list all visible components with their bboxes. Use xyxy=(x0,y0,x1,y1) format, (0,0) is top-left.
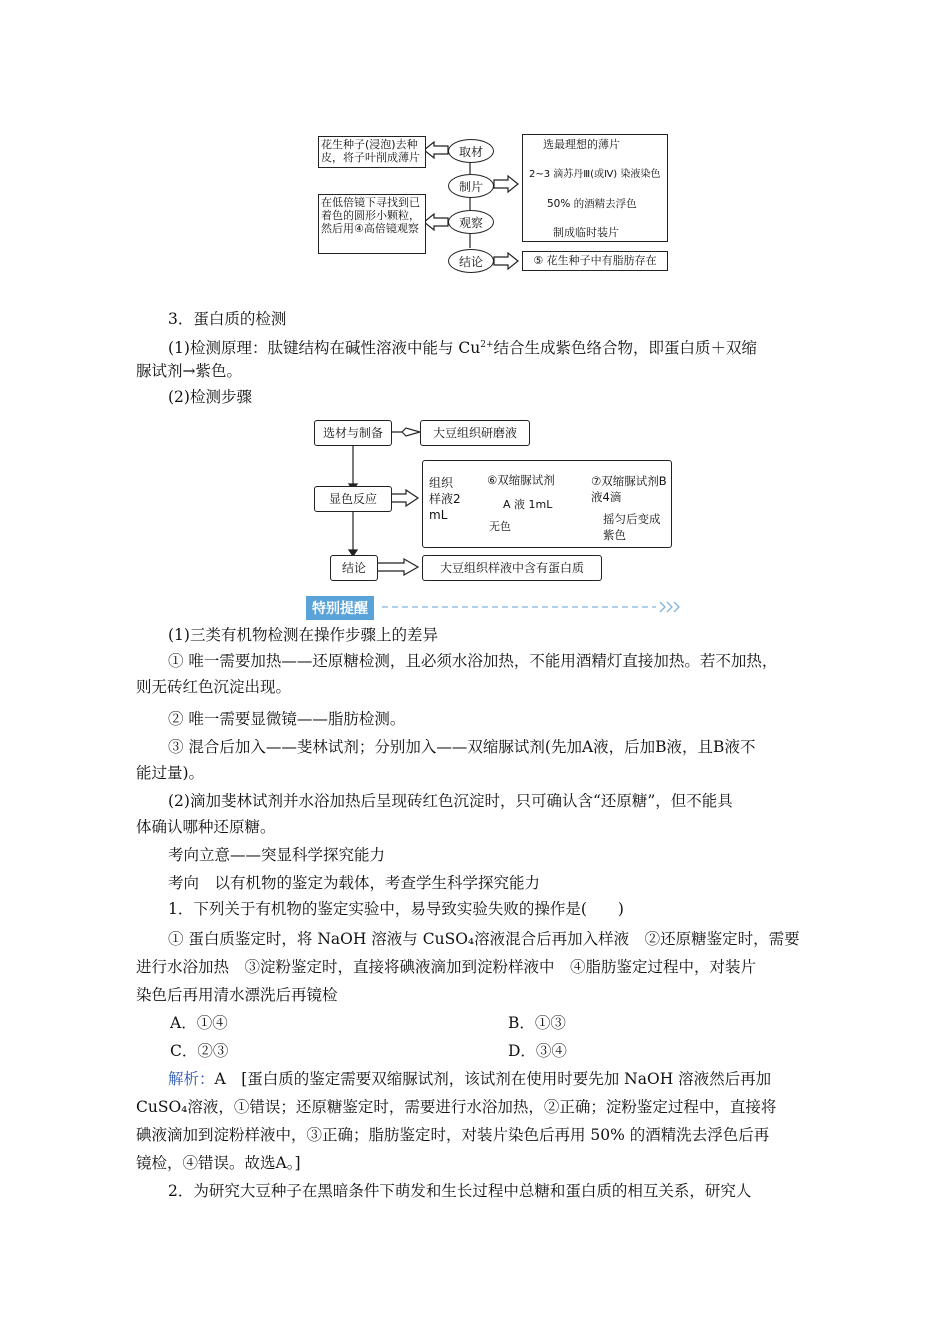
analysis-line-1 xyxy=(168,1068,848,1090)
fat-step-conclusion: 结论 xyxy=(448,249,494,273)
principle-line-2: 脲试剂→紫色。 xyxy=(136,362,242,380)
fat-step-take-material: 取材 xyxy=(448,139,494,163)
tip-dashed-line xyxy=(0,0,950,620)
reagent-b-label: ⑦双缩脲试剂B液4滴 xyxy=(591,474,667,504)
principle-text-b: 结合生成紫色络合物，即蛋白质＋双缩 xyxy=(493,339,758,358)
principle-text-a: (1)检测原理：肽键结构在碱性溶液中能与 Cu xyxy=(168,339,481,358)
fat-left-box-observe: 在低倍镜下寻找到已着色的圆形小颗粒，然后用④高倍镜观察 xyxy=(318,194,426,254)
fat-right-step-2: 2~3 滴苏丹Ⅲ(或Ⅳ) 染液染色 xyxy=(529,169,661,180)
fat-conclusion-box: ⑤ 花生种子中有脂肪存在 xyxy=(522,251,668,271)
protein-step-color-reaction: 显色反应 xyxy=(314,486,392,512)
analysis-line-3: 碘液滴加到淀粉样液中，③正确；脂肪鉴定时，对装片染色后再用 50% 的酒精洗去浮色后再 xyxy=(136,1126,770,1144)
fat-right-step-1: 选最理想的薄片 xyxy=(543,138,620,151)
fat-step-observe: 观察 xyxy=(448,210,494,234)
protein-conclusion-box: 大豆组织样液中含有蛋白质 xyxy=(422,555,602,581)
fat-right-step-4: 制成临时装片 xyxy=(553,226,619,239)
question-1-line-3: 染色后再用清水漂洗后再镜检 xyxy=(136,986,338,1004)
tip-2-line-2: 体确认哪种还原糖。 xyxy=(136,818,276,836)
colorless-label: 无色 xyxy=(489,520,511,533)
tip-1c-line-1: ③ 混合后加入——斐林试剂；分别加入——双缩脲试剂(先加A液，后加B液，且B液不 xyxy=(168,738,756,756)
analysis-label: 解析： xyxy=(168,1070,215,1088)
tip-1a-line-1: ① 唯一需要加热——还原糖检测，且必须水浴加热，不能用酒精灯直接加热。若不加热， xyxy=(168,652,778,670)
special-tip-label: 特别提醒 xyxy=(306,596,374,620)
protein-step-conclusion: 结论 xyxy=(330,555,378,581)
question-1-line-2: 进行水浴加热 ③淀粉鉴定时，直接将碘液滴加到淀粉样液中 ④脂肪鉴定过程中，对装片 xyxy=(136,958,757,976)
shake-purple-label: 摇匀后变成紫色 xyxy=(603,512,661,542)
option-b: B．①③ xyxy=(508,1014,566,1032)
reagent-a-amount: A 液 1mL xyxy=(503,498,553,511)
option-d: D．③④ xyxy=(508,1042,567,1060)
reagent-a-label: ⑥双缩脲试剂 xyxy=(487,473,555,487)
principle-sup: 2+ xyxy=(480,340,494,350)
tip-1: (1)三类有机物检测在操作步骤上的差异 xyxy=(168,626,438,644)
protein-material-box: 大豆组织研磨液 xyxy=(420,420,530,446)
question-1-line-1: ① 蛋白质鉴定时，将 NaOH 溶液与 CuSO₄溶液混合后再加入样液 ②还原糖鉴定时，需要 xyxy=(168,930,800,948)
fat-left-box-prep: 花生种子(浸泡)去种皮，将子叶削成薄片 xyxy=(318,136,426,168)
option-a: A．①④ xyxy=(170,1014,228,1032)
fat-right-step-3: 50% 的酒精去浮色 xyxy=(547,198,637,210)
fat-step-make-slide: 制片 xyxy=(448,174,494,198)
analysis-line-4: 镜检，④错误。故选A。] xyxy=(136,1154,301,1172)
question-2-stem: 2．为研究大豆种子在黑暗条件下萌发和生长过程中总糖和蛋白质的相互关系，研究人 xyxy=(168,1182,752,1200)
tip-1c-line-2: 能过量)。 xyxy=(136,764,205,782)
tip-1b: ② 唯一需要显微镜——脂肪检测。 xyxy=(168,710,406,728)
question-1-stem: 1．下列关于有机物的鉴定实验中，易导致实验失败的操作是( ) xyxy=(168,900,624,918)
tube-left-label: 组织样液2 mL xyxy=(429,476,461,522)
option-c: C．②③ xyxy=(170,1042,229,1060)
steps-title: (2)检测步骤 xyxy=(168,388,252,406)
section-3-title: 3．蛋白质的检测 xyxy=(168,310,287,328)
tip-1a-line-2: 则无砖红色沉淀出现。 xyxy=(136,678,292,696)
analysis-line-2: CuSO₄溶液，①错误；还原糖鉴定时，需要进行水浴加热，②正确；淀粉鉴定过程中，直接将 xyxy=(136,1098,777,1116)
kao-subtitle: 考向 以有机物的鉴定为载体，考查学生科学探究能力 xyxy=(168,874,541,892)
tip-2-line-1: (2)滴加斐林试剂并水浴加热后呈现砖红色沉淀时，只可确认含“还原糖”，但不能具 xyxy=(168,792,733,810)
kao-title: 考向立意——突显科学探究能力 xyxy=(168,846,386,864)
protein-step-select-material: 选材与制备 xyxy=(314,420,392,446)
analysis-text-1: A [蛋白质的鉴定需要双缩脲试剂，该试剂在使用时要先加 NaOH 溶液然后再加 xyxy=(214,1070,772,1088)
